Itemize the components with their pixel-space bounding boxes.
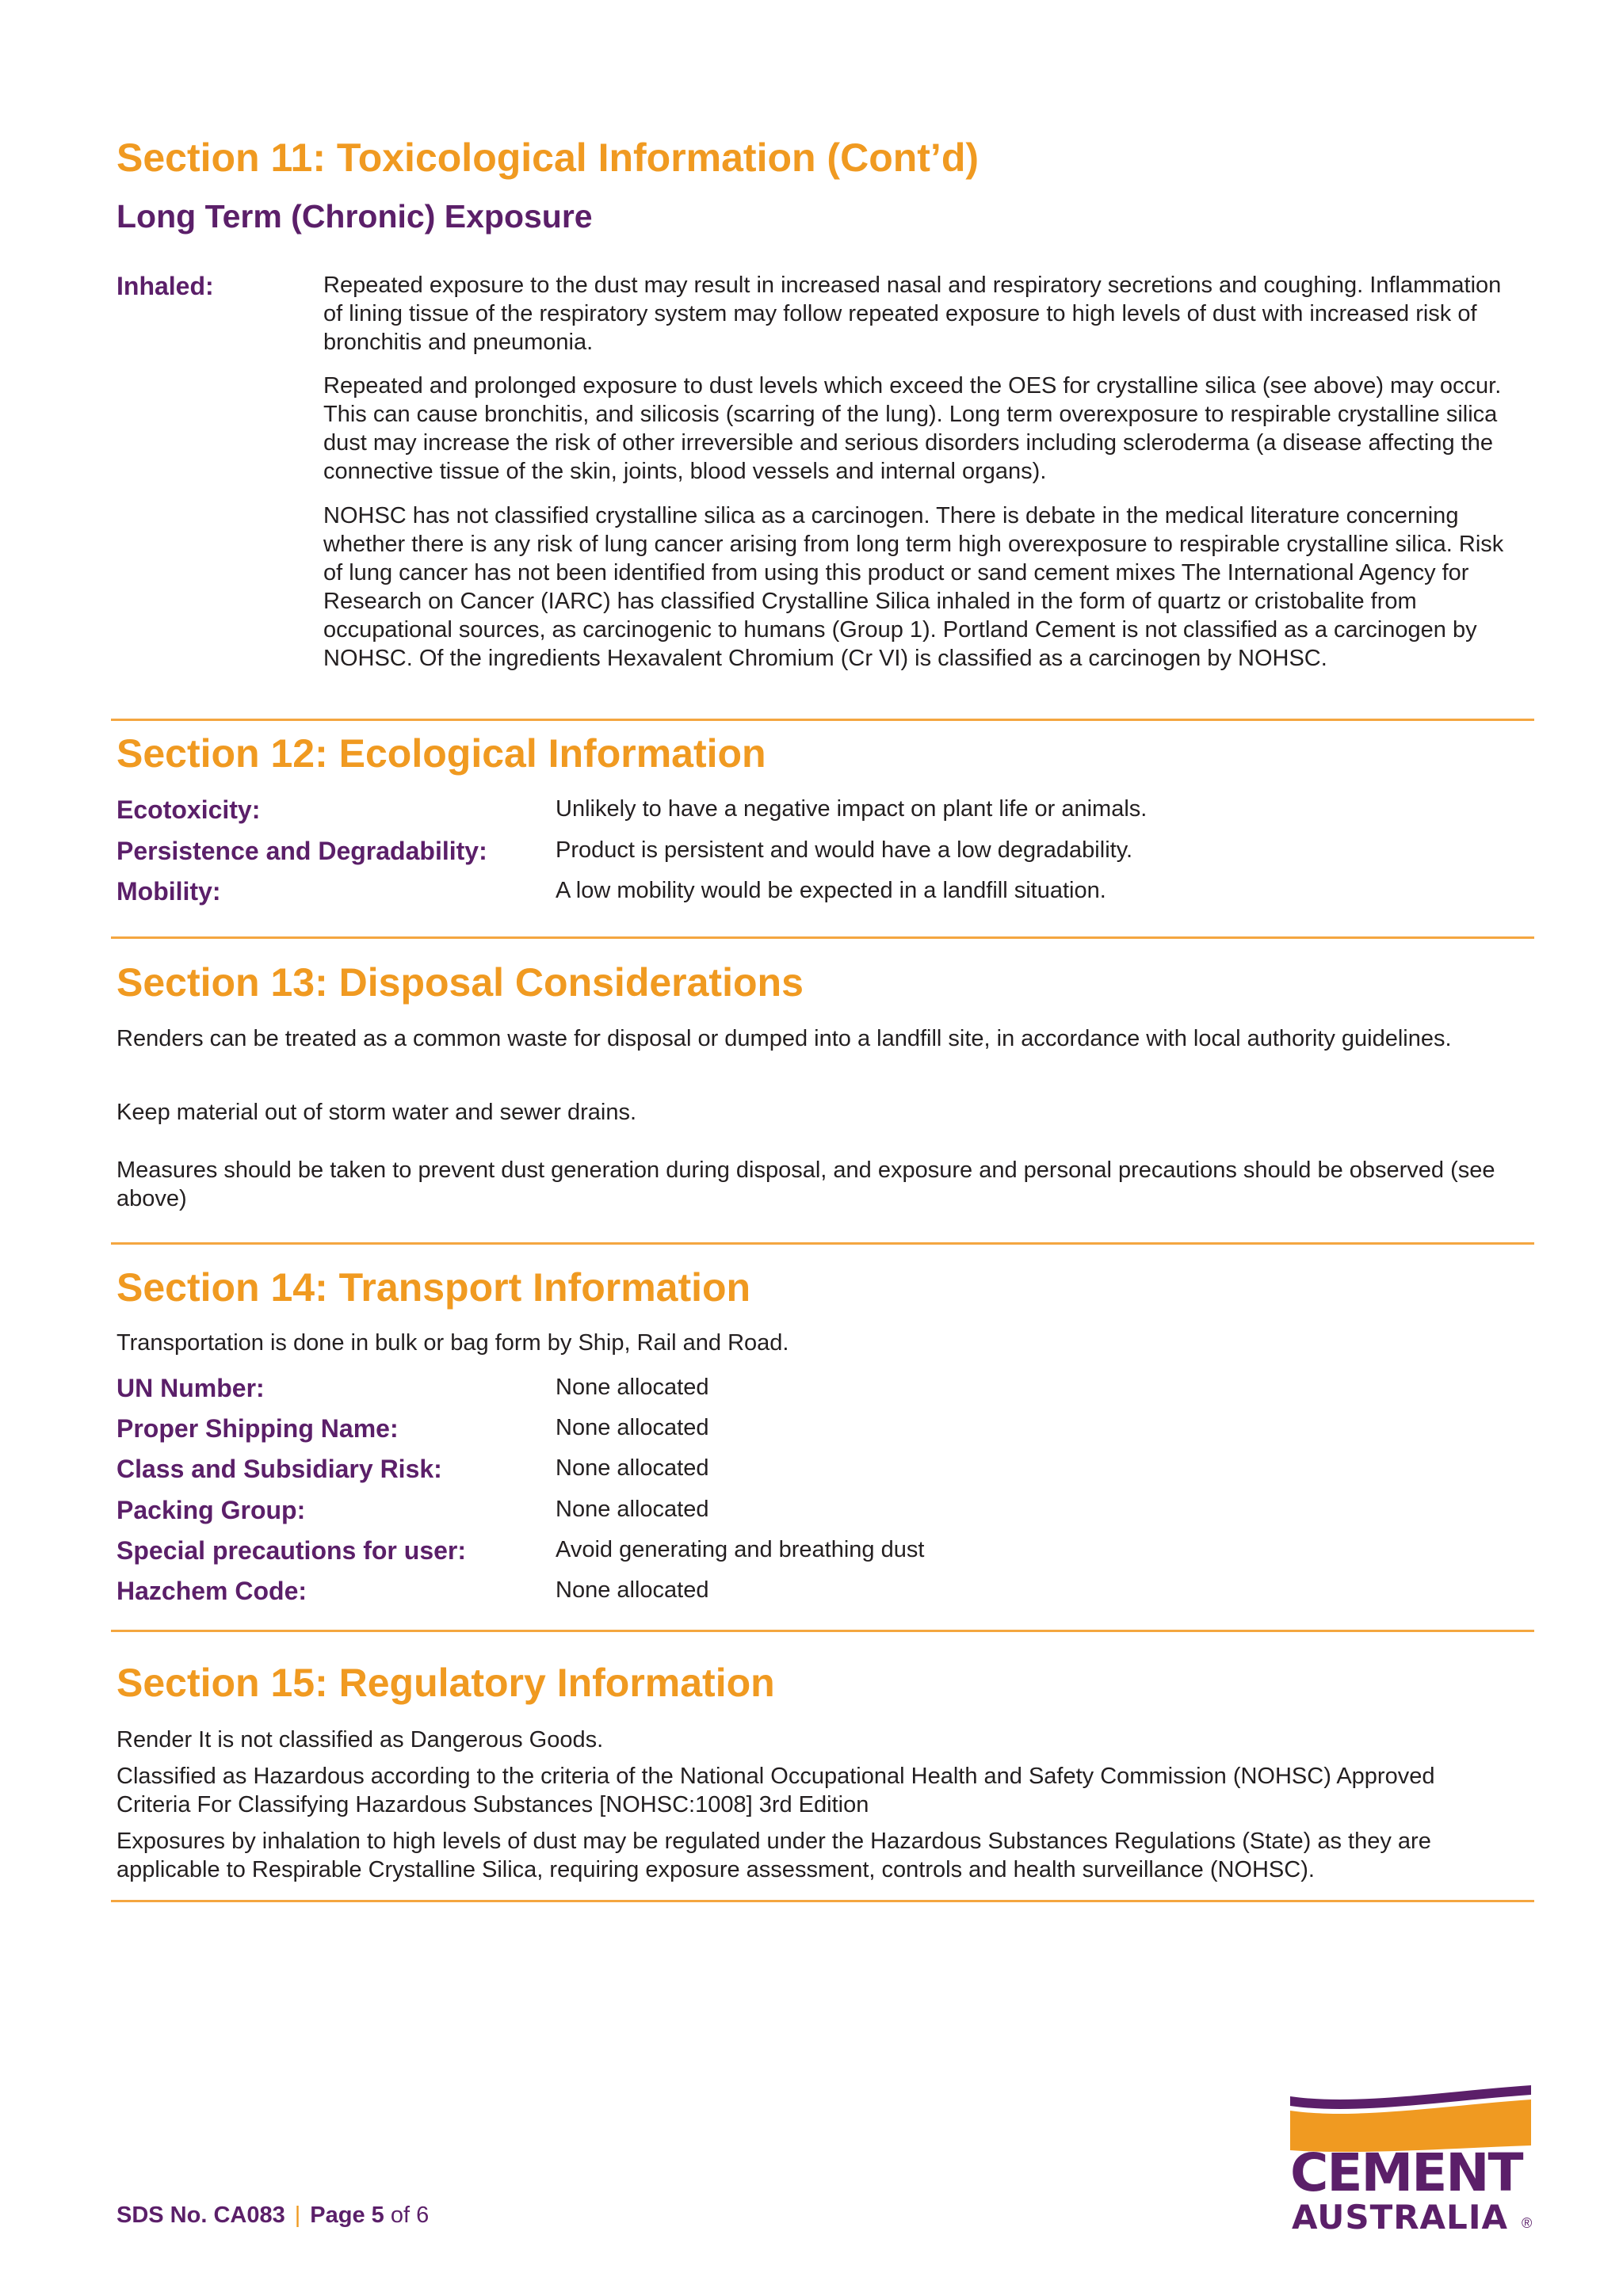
inhaled-paragraph-1: Repeated exposure to the dust may result in increased nasal and respiratory secretions and coughing. Inflammation of lining tissue of the respiratory system may follow repeated exposure to high levels of dust with increased risk of bronchitis and pneumonia. [323, 273, 1502, 355]
disposal-paragraph-3: Measures should be taken to prevent dust generation during disposal, and exposure and personal precautions should be observed (see above) [116, 1158, 1495, 1211]
packing-group-label: Packing Group: [116, 1496, 306, 1524]
section-11-title: Section 11: Toxicological Information (Cont’d) [116, 135, 980, 180]
section-13-title: Section 13: Disposal Considerations [116, 960, 804, 1005]
section-divider [111, 936, 1534, 939]
logo-registered-mark: ® [1522, 2215, 1533, 2231]
transport-intro: Transportation is done in bulk or bag form by Ship, Rail and Road. [116, 1330, 789, 1356]
shipping-name-value: None allocated [556, 1415, 709, 1440]
page-label: Page 5 [310, 2203, 384, 2228]
section-12-title: Section 12: Ecological Information [116, 731, 766, 776]
footer-separator: | [294, 2203, 301, 2228]
cement-australia-logo [1284, 2076, 1537, 2250]
mobility-value: A low mobility would be expected in a landfill situation. [556, 878, 1106, 903]
section-divider [111, 1900, 1534, 1902]
mobility-label: Mobility: [116, 877, 221, 906]
ecotoxicity-value: Unlikely to have a negative impact on plant life or animals. [556, 796, 1148, 822]
regulatory-paragraph-2: Classified as Hazardous according to the criteria of the National Occupational Health and Safety Commission (NOHSC) Approved Criteria For Classifying Hazardous Substances [NOHSC:1008] 3rd Edition [116, 1764, 1435, 1817]
logo-line-1: CEMENT [1290, 2142, 1522, 2203]
section-divider [111, 1630, 1534, 1632]
un-number-label: UN Number: [116, 1374, 265, 1402]
inhaled-paragraph-3: NOHSC has not classified crystalline silica as a carcinogen. There is debate in the medical literature concerning whether there is any risk of lung cancer arising from long term high overexposure to respirable crystalline silica. Risk of lung cancer has not been identified from using this product or sand cement mixes The International Agency for Research on Cancer (IARC) has classified Crystalline Silica inhaled in the form of quartz or cristobalite from occupational sources, as carcinogenic to humans (Group 1). Portland Cement is not classified as a carcinogen by NOHSC. Of the ingredients Hexavalent Chromium (Cr VI) is classified as a carcinogen by NOHSC. [323, 503, 1504, 671]
persistence-label: Persistence and Degradability: [116, 837, 487, 865]
page-of-total: of 6 [390, 2203, 430, 2228]
persistence-value: Product is persistent and would have a low degradability. [556, 837, 1133, 863]
section-11-subtitle: Long Term (Chronic) Exposure [116, 198, 593, 235]
class-risk-value: None allocated [556, 1455, 709, 1481]
section-divider [111, 1242, 1534, 1245]
section-divider [111, 719, 1534, 721]
hazchem-code-label: Hazchem Code: [116, 1577, 307, 1605]
sds-number: SDS No. CA083 [116, 2203, 285, 2228]
regulatory-paragraph-1: Render It is not classified as Dangerous Goods. [116, 1727, 604, 1753]
inhaled-label: Inhaled: [116, 272, 214, 300]
special-precautions-value: Avoid generating and breathing dust [556, 1537, 925, 1562]
ecotoxicity-label: Ecotoxicity: [116, 795, 261, 824]
hazchem-code-value: None allocated [556, 1577, 709, 1603]
special-precautions-label: Special precautions for user: [116, 1536, 467, 1565]
inhaled-paragraph-2: Repeated and prolonged exposure to dust levels which exceed the OES for crystalline silica (see above) may occur. This can cause bronchitis, and silicosis (scarring of the lung). Long term overexposure to respirable crystalline silica dust may increase the risk of other irreversible and serious disorders including scleroderma (a disease affecting the connective tissue of the skin, joints, blood vessels and internal organs). [323, 373, 1502, 484]
disposal-paragraph-1: Renders can be treated as a common waste for disposal or dumped into a landfill site, in accordance with local authority guidelines. [116, 1026, 1452, 1051]
disposal-paragraph-2: Keep material out of storm water and sewer drains. [116, 1100, 637, 1125]
regulatory-paragraph-3: Exposures by inhalation to high levels of dust may be regulated under the Hazardous Substances Regulations (State) as they are applicable to Respirable Crystalline Silica, requiring exposure assessment, controls and health surveillance (NOHSC). [116, 1829, 1431, 1882]
packing-group-value: None allocated [556, 1497, 709, 1522]
shipping-name-label: Proper Shipping Name: [116, 1414, 399, 1443]
section-15-title: Section 15: Regulatory Information [116, 1661, 775, 1705]
section-14-title: Section 14: Transport Information [116, 1265, 751, 1310]
page-footer [116, 2203, 429, 2229]
class-risk-label: Class and Subsidiary Risk: [116, 1455, 442, 1483]
logo-line-2: AUSTRALIA [1292, 2198, 1508, 2237]
un-number-value: None allocated [556, 1375, 709, 1400]
